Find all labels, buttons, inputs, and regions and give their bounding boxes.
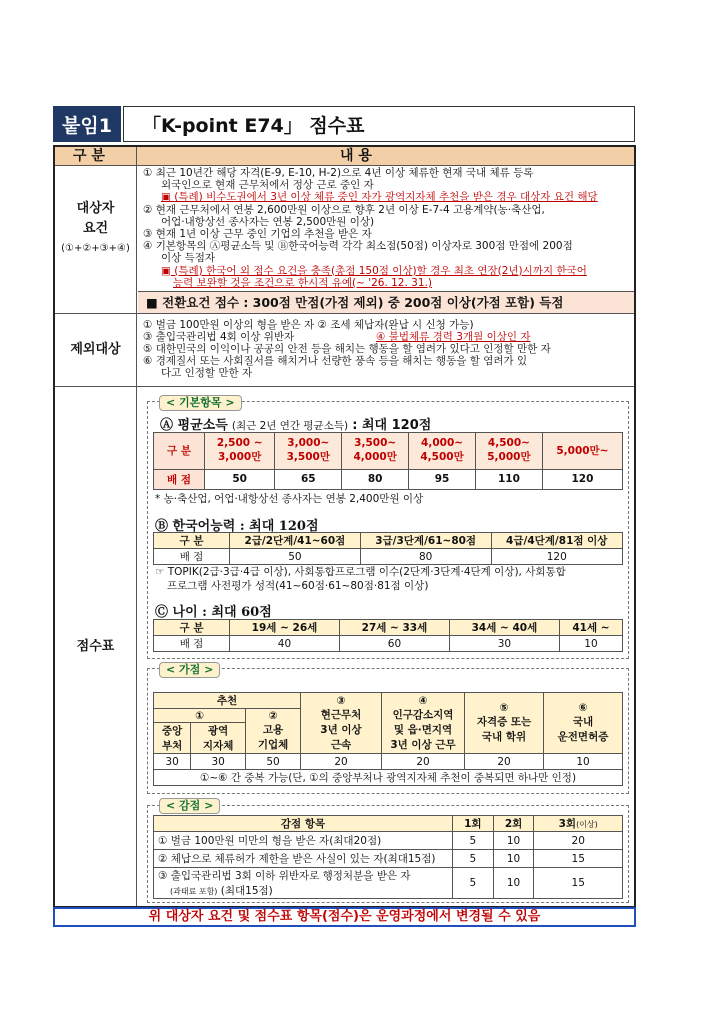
conversion-requirement: ■ 전환요건 점수 : 300점 만점(가점 제외) 중 200점 이상(가점 포함) 득점 xyxy=(138,291,634,313)
penalty-value: 15 xyxy=(534,868,623,899)
bonus-col6: ⑥ 국내 운전면허증 xyxy=(544,693,623,754)
basic-items-pill: < 기본항목 > xyxy=(159,395,242,411)
penalty-item: ③ 출입국관리법 3회 이하 위반자로 행정처분을 받은 자 (과태료 포함) (최대15점) xyxy=(154,868,453,899)
income-score: 50 xyxy=(205,469,275,489)
bonus-col1b: 광역 지자체 xyxy=(191,723,246,754)
age-head: 구 분 xyxy=(154,620,230,636)
income-score: 65 xyxy=(275,469,342,489)
content-line: 다고 인정할 만한 자 xyxy=(161,367,253,379)
penalty-value: 10 xyxy=(493,868,534,899)
penalty-table xyxy=(153,815,623,899)
penalty-value: 5 xyxy=(453,832,494,850)
age-score: 60 xyxy=(339,636,449,652)
penalty-value: 10 xyxy=(493,832,534,850)
bonus-score: 30 xyxy=(191,754,246,770)
penalty-head: 1회 xyxy=(453,816,494,832)
score-label: 점수표 xyxy=(76,638,115,654)
age-range: 41세 ~ xyxy=(559,620,622,636)
penalty-value: 10 xyxy=(493,850,534,868)
penalty-item: ② 체납으로 체류허가 제한을 받은 사실이 있는 자(최대15점) xyxy=(154,850,453,868)
income-range: 3,000~ 3,500만 xyxy=(275,433,342,470)
content-line: 이상 득점자 xyxy=(161,252,216,265)
bonus-score: 20 xyxy=(465,754,544,770)
content-line: ③ 현재 1년 이상 근무 중인 기업의 추천을 받은 자 xyxy=(143,228,372,240)
content-line: 외국인으로 현재 근무처에서 정상 근로 중인 자 xyxy=(161,179,374,192)
bonus-col4: ④ 인구감소지역 및 읍·면지역 3년 이상 근무 xyxy=(382,693,465,754)
korean-score-label: 배 점 xyxy=(154,549,230,565)
korean-level: 3급/3단계/61~80점 xyxy=(360,533,491,549)
category-header: 구 분 xyxy=(73,148,105,164)
bonus-col3: ③ 현근무처 3년 이상 근속 xyxy=(301,693,382,754)
income-title xyxy=(160,414,431,433)
bonus-pill: < 가점 > xyxy=(159,662,220,678)
penalty-item: ① 벌금 100만원 미만의 형을 받은 자(최대20점) xyxy=(154,832,453,850)
korean-table xyxy=(153,532,623,565)
content-line: 능력 보완할 것을 조건으로 한시적 유예(~ '26. 12. 31.) xyxy=(173,276,432,289)
penalty-value: 5 xyxy=(453,850,494,868)
content-line: ▣ (특례) 한국어 외 점수 요건을 충족(총점 150점 이상)할 경우 최초 연장(2년)시까지 한국어 xyxy=(161,264,587,277)
korean-level: 2급/2단계/41~60점 xyxy=(230,533,361,549)
income-score-label: 배 점 xyxy=(154,469,205,489)
age-score: 10 xyxy=(559,636,622,652)
column-divider xyxy=(136,147,137,906)
age-range: 34세 ~ 40세 xyxy=(449,620,559,636)
content-line: ④ 불법체류 경력 3개월 이상인 자 xyxy=(376,331,531,343)
bonus-note: ①~⑥ 간 중복 가능(단, ①의 중앙부처나 광역지자체 추천이 중복되면 하나만 인정) xyxy=(154,770,623,786)
exclusion-label: 제외대상 xyxy=(70,342,121,357)
income-note: * 농·축산업, 어업·내항상선 종사자는 연봉 2,400만원 이상 xyxy=(155,493,424,505)
income-score: 80 xyxy=(342,469,409,489)
content-line: ① 벌금 100만원 이상의 형을 받은 자 ② 조세 체납자(완납 시 신청 가능) xyxy=(143,319,474,331)
content-line: ③ 출입국관리법 4회 이상 위반자 xyxy=(143,331,295,343)
income-title-max: : 최대 120점 xyxy=(352,418,432,433)
korean-level: 4급/4단계/81점 이상 xyxy=(491,533,622,549)
content-line: ① 최근 10년간 해당 자격(E-9, E-10, H-2)으로 4년 이상 체류한 현재 국내 체류 등록 xyxy=(143,167,534,179)
content-line: ② 현재 근무처에서 연봉 2,600만원 이상으로 향후 2년 이상 E-7-4 고용계약(농·축산업, xyxy=(143,203,545,216)
bonus-score: 20 xyxy=(301,754,382,770)
korean-score: 120 xyxy=(491,549,622,565)
attachment-tag: 붙임1 xyxy=(53,106,121,142)
income-title-text: Ⓐ 평균소득 xyxy=(160,418,228,433)
penalty-value: 5 xyxy=(453,868,494,899)
bonus-recommend: 추천 xyxy=(154,693,301,709)
table-header xyxy=(55,147,634,166)
bonus-col5: ⑤ 자격증 또는 국내 학위 xyxy=(465,693,544,754)
penalty-head: 감점 항목 xyxy=(154,816,453,832)
income-range: 5,000만~ xyxy=(542,433,622,470)
income-range: 4,000~ 4,500만 xyxy=(409,433,476,470)
page-title: 「K-point E74」 점수표 xyxy=(123,106,635,142)
age-score: 30 xyxy=(449,636,559,652)
korean-note: ☞ TOPIK(2급·3급·4급 이상), 사회통합프로그램 이수(2단계·3단계·4단계 이상), 사회통합 xyxy=(155,566,566,578)
bonus-score: 50 xyxy=(246,754,301,770)
content-line: ▣ (특례) 비수도권에서 3년 이상 체류 중인 자가 광역지자체 추천을 받은 경우 대상자 요건 해당 xyxy=(161,191,598,204)
content-line: 어업·내항상선 종사자는 연봉 2,500만원 이상) xyxy=(161,215,375,228)
income-table xyxy=(153,432,623,490)
korean-title: Ⓑ 한국어능력 : 최대 120점 xyxy=(155,519,319,534)
eligibility-label-line: 대상자 xyxy=(76,200,115,216)
income-score: 110 xyxy=(475,469,542,489)
bonus-table xyxy=(153,692,623,786)
penalty-head: 3회(이상) xyxy=(534,816,623,832)
penalty-pill: < 감점 > xyxy=(159,798,220,814)
age-range: 27세 ~ 33세 xyxy=(339,620,449,636)
eligibility-label-line: 요건 xyxy=(82,220,109,236)
footer-notice: 위 대상자 요건 및 점수표 항목(점수)은 운영과정에서 변경될 수 있음 xyxy=(53,907,636,927)
bonus-col2: ② 고용 기업체 xyxy=(246,709,301,754)
content-line: ⑤ 대한민국의 이익이나 공공의 안전 등을 해치는 행동을 할 염려가 있다고 인정할 만한 자 xyxy=(143,343,551,355)
bonus-score: 20 xyxy=(382,754,465,770)
penalty-head: 2회 xyxy=(493,816,534,832)
bonus-col1a: 중앙 부처 xyxy=(154,723,191,754)
content-line: ⑥ 경제질서 또는 사회질서를 해치거나 선량한 풍속 등을 해치는 행동을 할 염려가 있 xyxy=(143,355,528,367)
age-score-label: 배 점 xyxy=(154,636,230,652)
age-range: 19세 ~ 26세 xyxy=(230,620,340,636)
content-header: 내 용 xyxy=(340,148,372,164)
korean-score: 50 xyxy=(230,549,361,565)
income-score: 95 xyxy=(409,469,476,489)
content-line: ④ 기본항목의 Ⓐ평균소득 및 Ⓑ한국어능력 각각 최소점(50점) 이상자로 300점 만점에 200점 xyxy=(143,240,573,253)
income-range: 4,500~ 5,000만 xyxy=(475,433,542,470)
income-score: 120 xyxy=(542,469,622,489)
korean-score: 80 xyxy=(360,549,491,565)
bonus-score: 10 xyxy=(544,754,623,770)
bonus-score: 30 xyxy=(154,754,191,770)
eligibility-label-line: (①+②+③+④) xyxy=(61,242,130,254)
penalty-value: 15 xyxy=(534,850,623,868)
age-title: Ⓒ 나이 : 최대 60점 xyxy=(155,605,272,620)
income-title-sub: (최근 2년 연간 평균소득) xyxy=(231,420,349,432)
age-score: 40 xyxy=(230,636,340,652)
bonus-col1: ① xyxy=(154,709,246,723)
penalty-value: 20 xyxy=(534,832,623,850)
korean-head: 구 분 xyxy=(154,533,230,549)
korean-note: 프로그램 사전평가 성적(41~60점·61~80점·81점 이상) xyxy=(167,580,429,592)
age-table xyxy=(153,619,623,652)
income-head: 구 분 xyxy=(154,433,205,470)
income-range: 2,500 ~ 3,000만 xyxy=(205,433,275,470)
row-divider xyxy=(55,386,634,387)
eligibility-label xyxy=(55,166,136,291)
income-range: 3,500~ 4,000만 xyxy=(342,433,409,470)
